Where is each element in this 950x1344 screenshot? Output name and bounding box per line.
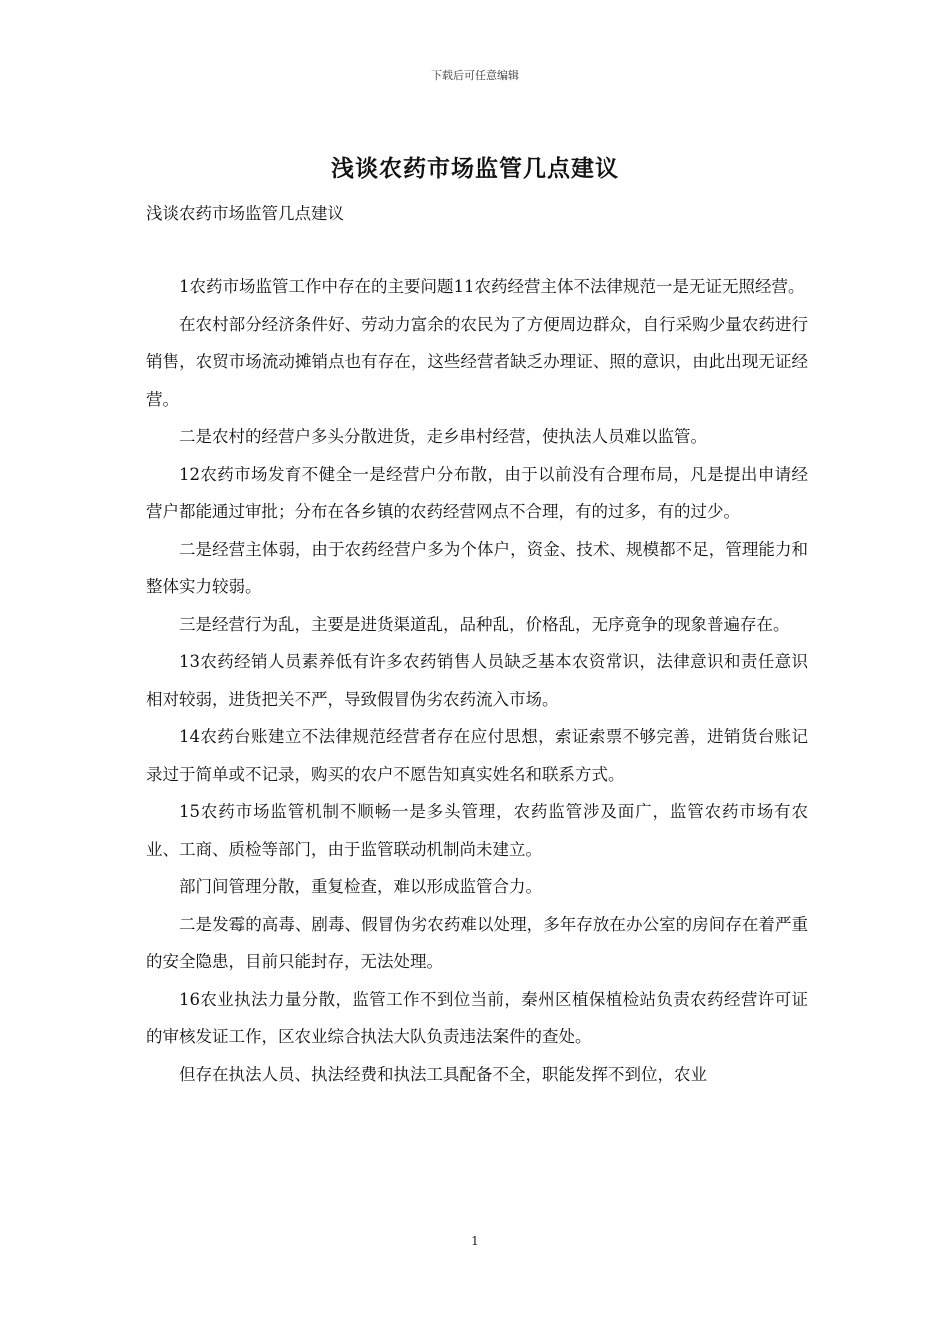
header-note: 下载后可任意编辑 [431, 69, 519, 82]
paragraph: 13农药经销人员素养低有许多农药销售人员缺乏基本农资常识，法律意识和责任意识相对较弱，进货把关不严，导致假冒伪劣农药流入市场。 [146, 652, 808, 709]
paragraph: 但存在执法人员、执法经费和执法工具配备不全，职能发挥不到位，农业 [179, 1064, 707, 1084]
paragraph: 15农药市场监管机制不顺畅一是多头管理，农药监管涉及面广，监管农药市场有农业、工商、质检等部门，由于监管联动机制尚未建立。 [146, 802, 808, 859]
paragraph: 二是农村的经营户多头分散进货，走乡串村经营，使执法人员难以监管。 [179, 427, 707, 446]
paragraph: 二是经营主体弱，由于农药经营户多为个体户，资金、技术、规模都不足，管理能力和整体实力较弱。 [146, 539, 808, 596]
document-subtitle: 浅谈农药市场监管几点建议 [146, 204, 344, 223]
paragraph: 二是发霉的高毒、剧毒、假冒伪劣农药难以处理，多年存放在办公室的房间存在着严重的安全隐患，目前只能封存，无法处理。 [146, 914, 808, 971]
paragraph: 1农药市场监管工作中存在的主要问题11农药经营主体不法律规范一是无证无照经营。 [179, 277, 805, 296]
document-body [146, 268, 808, 1093]
paragraph: 12农药市场发育不健全一是经营户分布散，由于以前没有合理布局，凡是提出申请经营户都能通过审批；分布在各乡镇的农药经营网点不合理，有的过多，有的过少。 [146, 464, 808, 521]
paragraph: 16农业执法力量分散，监管工作不到位当前，秦州区植保植检站负责农药经营许可证的审核发证工作，区农业综合执法大队负责违法案件的查处。 [146, 989, 808, 1046]
paragraph: 三是经营行为乱，主要是进货渠道乱，品种乱，价格乱，无序竟争的现象普遍存在。 [179, 614, 790, 634]
page-number: 1 [471, 1234, 479, 1248]
paragraph: 在农村部分经济条件好、劳动力富余的农民为了方便周边群众，自行采购少量农药进行销售，农贸市场流动摊销点也有存在，这些经营者缺乏办理证、照的意识，由此出现无证经营。 [146, 314, 808, 409]
paragraph: 14农药台账建立不法律规范经营者存在应付思想，索证索票不够完善，进销货台账记录过于简单或不记录，购买的农户不愿告知真实姓名和联系方式。 [146, 727, 808, 784]
paragraph: 部门间管理分散，重复检查，难以形成监管合力。 [179, 877, 542, 896]
document-title: 浅谈农药市场监管几点建议 [331, 155, 619, 182]
